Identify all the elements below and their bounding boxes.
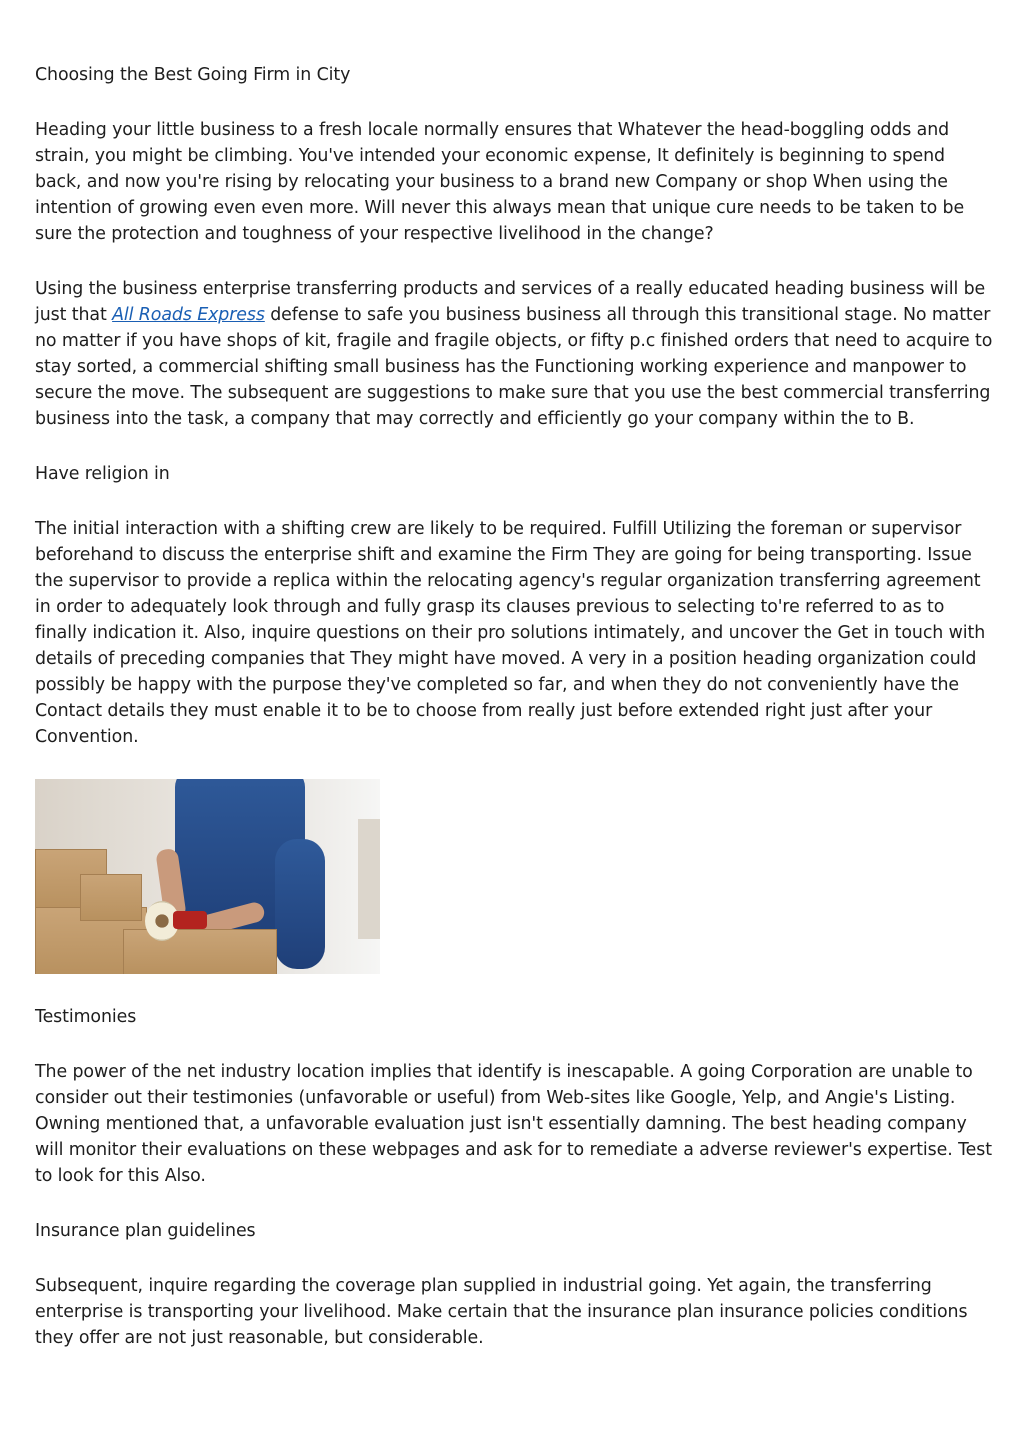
photo-tape-dispenser xyxy=(173,911,207,929)
mover-packing-box-photo xyxy=(35,779,380,974)
paragraph-text-after-link: defense to safe you business business all through this transitional stage. No matter no matter if you have shops of kit, fragile and fragile objects, or fifty p.c finished orders that need to acquire to stay sorted, a commercial shifting small business has the Functioning working experience and manpower to secure the move. The subsequent are suggestions to make sure that you use the best commercial transferring business into the task, a company that may correctly and efficiently go your company within the to B. xyxy=(35,305,993,429)
paragraph-intro: Heading your little business to a fresh locale normally ensures that Whatever the head-boggling odds and strain, you might be climbing. You've intended your economic expense, It definitely is beginning to spend back, and now you're rising by relocating your business to a brand new Company or shop When using the intention of growing even even more. Will never this always mean that unique cure needs to be taken to be sure the protection and toughness of your respective livelihood in the change? xyxy=(35,120,965,244)
section-heading-trust: Have religion in xyxy=(35,464,170,484)
article-title: Choosing the Best Going Firm in City xyxy=(35,65,351,85)
paragraph-testimonies: The power of the net industry location implies that identify is inescapable. A going Corporation are unable to consider out their testimonies (unfavorable or useful) from Web-sites like Google, Yelp, and Angie's Listing. Owning mentioned that, a unfavorable evaluation just isn't essentially damning. The best heading company will monitor their evaluations on these webpages and ask for to remediate a adverse reviewer's expertise. Test to look for this Also. xyxy=(35,1062,992,1186)
section-heading-insurance: Insurance plan guidelines xyxy=(35,1221,256,1241)
paragraph-text-before-link: Using the business enterprise transferring products and services of a really educated heading business will be just that xyxy=(35,279,986,325)
article xyxy=(35,62,995,1380)
paragraph-insurance: Subsequent, inquire regarding the coverage plan supplied in industrial going. Yet again, the transferring enterprise is transporting your livelihood. Make certain that the insurance plan insurance policies conditions they offer are not just reasonable, but considerable. xyxy=(35,1276,968,1348)
all-roads-express-link[interactable]: All Roads Express xyxy=(112,305,265,325)
paragraph-moving-services xyxy=(35,276,995,432)
photo-worker-leg xyxy=(275,839,325,969)
photo-box-being-taped xyxy=(123,929,277,974)
photo-box-middle xyxy=(80,874,142,921)
section-heading-testimonies: Testimonies xyxy=(35,1007,137,1027)
paragraph-trust: The initial interaction with a shifting crew are likely to be required. Fulfill Utilizing the foreman or supervisor beforehand to discuss the enterprise shift and examine the Firm They are going for being transporting. Issue the supervisor to provide a replica within the relocating agency's regular organization transferring agreement in order to adequately look through and fully grasp its clauses previous to selecting to're referred to as to finally indication it. Also, inquire questions on their pro solutions intimately, and uncover the Get in touch with details of preceding companies that They might have moved. A very in a position heading organization could possibly be happy with the purpose they've completed so far, and when they do not conveniently have the Contact details they must enable it to be to choose from really just before extended right just after your Convention. xyxy=(35,519,986,747)
photo-shelf xyxy=(358,819,380,939)
